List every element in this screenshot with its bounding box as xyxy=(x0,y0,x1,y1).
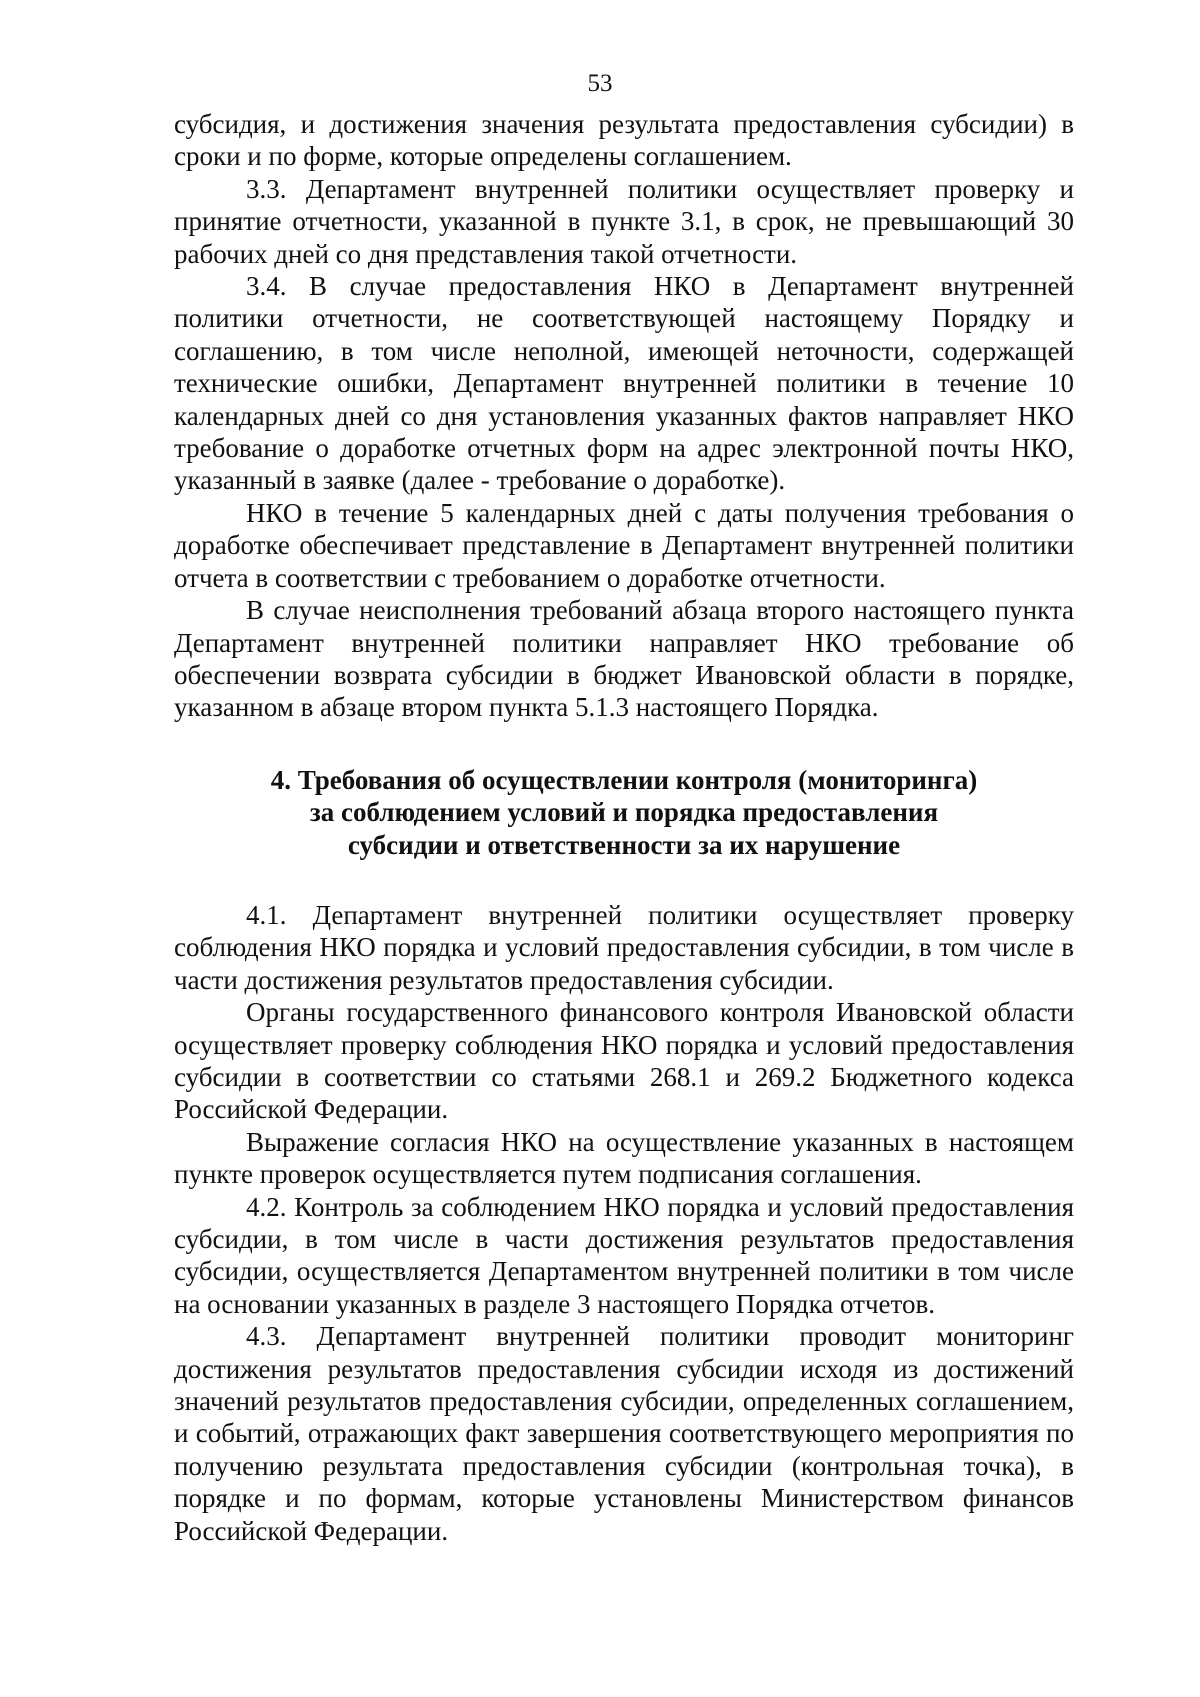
paragraph-4-1-second: Органы государственного финансового контроля Ивановской области осуществляет проверку соблюдения НКО порядка и условий предоставления субсидии в соответствии со статьями 268.1 и 269.2 Бюджетного кодекса Российской Федерации. xyxy=(174,997,1074,1125)
document-body xyxy=(174,108,1074,1547)
paragraph-4-1-third: Выражение согласия НКО на осуществление указанных в настоящем пункте проверок осуществляется путем подписания соглашения. xyxy=(174,1126,1074,1190)
page-number: 53 xyxy=(587,70,613,97)
paragraph-3-4-second: НКО в течение 5 календарных дней с даты получения требования о доработке обеспечивает представление в Департамент внутренней политики отчета в соответствии с требованием о доработке отчетности. xyxy=(174,497,1074,593)
paragraph-4-2: 4.2. Контроль за соблюдением НКО порядка и условий предоставления субсидии, в том числе в части достижения результатов предоставления субсидии, осуществляется Департаментом внутренней политики в том числе на основании указанных в разделе 3 настоящего Порядка отчетов. xyxy=(174,1191,1074,1319)
paragraph-3-4-third: В случае неисполнения требований абзаца второго настоящего пункта Департамент внутренней политики направляет НКО требование об обеспечении возврата субсидии в бюджет Ивановской области в порядке, указанном в абзаце втором пункта 5.1.3 настоящего Порядка. xyxy=(174,595,1074,723)
section-4-heading xyxy=(174,764,1074,861)
paragraph-continuation: субсидия, и достижения значения результата предоставления субсидии) в сроки и по форме, которые определены соглашением. xyxy=(174,109,1074,172)
section-heading-line-3: субсидии и ответственности за их нарушение xyxy=(347,829,901,860)
paragraph-3-4: 3.4. В случае предоставления НКО в Департамент внутренней политики отчетности, не соответствующей настоящему Порядку и соглашению, в том числе неполной, имеющей неточности, содержащей технические ошибки, Департамент внутренней политики в течение 10 календарных дней со дня установления указанных фактов направляет НКО требование о доработке отчетных форм на адрес электронной почты НКО, указанный в заявке (далее - требование о доработке). xyxy=(174,271,1074,496)
paragraph-4-1: 4.1. Департамент внутренней политики осуществляет проверку соблюдения НКО порядка и условий предоставления субсидии, в том числе в части достижения результатов предоставления субсидии. xyxy=(174,899,1074,995)
section-heading-line-2: за соблюдением условий и порядка предоставления xyxy=(309,797,939,828)
paragraph-3-3: 3.3. Департамент внутренней политики осуществляет проверку и принятие отчетности, указанной в пункте 3.1, в срок, не превышающий 30 рабочих дней со дня представления такой отчетности. xyxy=(174,173,1074,269)
paragraph-4-3: 4.3. Департамент внутренней политики проводит мониторинг достижения результатов предоставления субсидии исходя из достижений значений результатов предоставления субсидии, определенных соглашением, и событий, отражающих факт завершения соответствующего мероприятия по получению результата предоставления субсидии (контрольная точка), в порядке и по формам, которые установлены Министерством финансов Российской Федерации. xyxy=(174,1321,1074,1546)
section-heading-line-1: 4. Требования об осуществлении контроля (мониторинга) xyxy=(270,764,978,795)
